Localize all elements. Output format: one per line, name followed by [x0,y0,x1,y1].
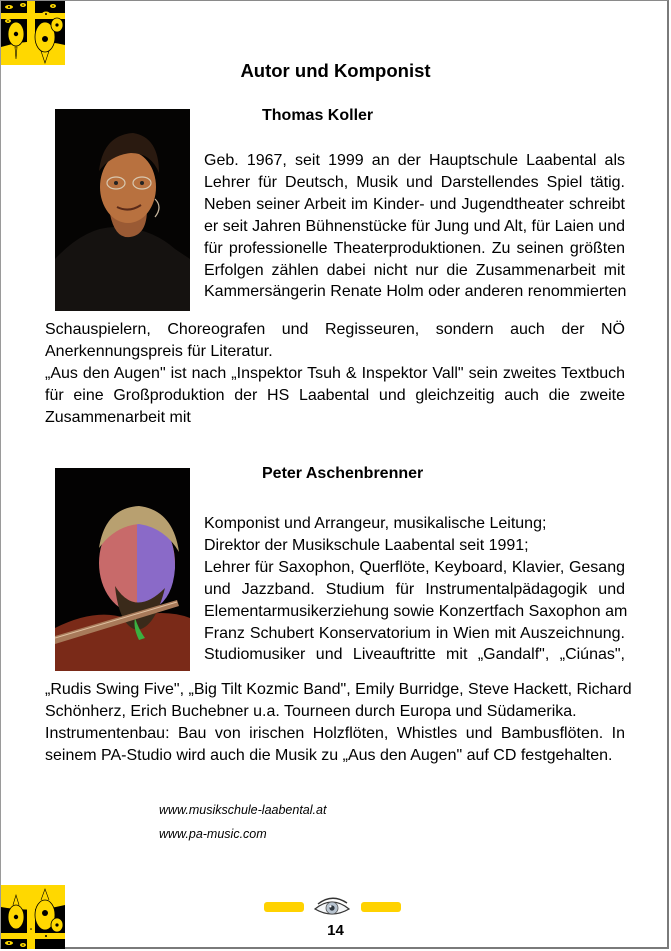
bio-line: Zusammenarbeit mit [45,408,191,426]
bio-line: Studiomusiker und Liveauftritte mit „Gandalf", „Ciúnas", [204,646,625,664]
bio-line: Franz Schubert Konservatorium in Wien mit Auszeichnung. [204,624,625,642]
page-title: Autor und Komponist [240,60,431,81]
composer-bio-full [45,679,632,767]
author-bio-full [45,319,625,429]
bio-line: er seit Jahren Bühnenstücke für Jung und Alt, für Laien und [204,217,625,235]
decorative-eyes-pattern-top [1,1,65,65]
bio-line: Schauspielern, Choreografen und Regisseuren, sondern auch der NÖ [45,321,625,338]
composer-bio-wrapped [204,513,628,666]
bio-line: Anerkennungspreis für Literatur. [45,342,273,360]
bio-line: Neben seiner Arbeit im Kinder- und Jugendtheater schreibt [204,195,625,213]
composer-name: Peter Aschenbrenner [262,465,424,482]
eye-icon [314,897,350,919]
bio-line: Elementarmusikerziehung sowie Konzertfach Saxophon am [204,602,628,620]
bio-line: Lehrer für Deutsch, Musik und Darstellendes Spiel tätig. [204,173,625,191]
portrait-image-icon [55,109,190,311]
eyes-pattern-icon [1,885,65,949]
bio-line: und Jazzband. Studium für Instrumentalpädagogik und [204,580,625,598]
footer-bar-right [361,902,401,912]
musikschule-website-link[interactable]: www.musikschule-laabental.at [159,803,327,817]
bio-line: Direktor der Musikschule Laabental seit 1991; [204,536,529,554]
bio-line: Schönherz, Erich Buchebner u.a. Tourneen durch Europa und Südamerika. [45,702,577,720]
bio-line: für eine Großproduktion der HS Laabental und gleichzeitig auch die zweite [45,386,625,404]
bio-line: Kammersängerin Renate Holm oder anderen renommierten [204,283,627,301]
bio-line: Erfolgen zählen dabei nicht nur die Zusammenarbeit mit [204,261,625,279]
author-bio-wrapped [204,150,625,303]
bio-line: „Aus den Augen" ist nach „Inspektor Tsuh & Inspektor Vall" sein zweites Textbuch [45,364,625,382]
bio-line: Komponist und Arrangeur, musikalische Leitung; [204,515,547,532]
author-photo [55,109,190,311]
composer-photo [55,468,190,671]
eyes-pattern-icon [1,1,65,65]
bio-line: Instrumentenbau: Bau von irischen Holzflöten, Whistles und Bambusflöten. In [45,724,625,742]
bio-line: für professionelle Theaterproduktionen. Zu seinen größten [204,239,625,257]
decorative-eyes-pattern-bottom [1,885,65,949]
author-name: Thomas Koller [262,107,374,124]
bio-line: Geb. 1967, seit 1999 an der Hauptschule Laabental als [204,152,625,169]
pa-music-website-link[interactable]: www.pa-music.com [159,827,267,841]
page-number: 14 [327,922,344,939]
bio-line: seinem PA-Studio wird auch die Musik zu „Aus den Augen" auf CD festgehalten. [45,746,613,764]
bio-line: „Rudis Swing Five", „Big Tilt Kozmic Band", Emily Burridge, Steve Hackett, Richard [45,681,632,698]
footer-bar-left [264,902,304,912]
bio-line: Lehrer für Saxophon, Querflöte, Keyboard, Klavier, Gesang [204,558,625,576]
portrait-image-icon [55,468,190,671]
